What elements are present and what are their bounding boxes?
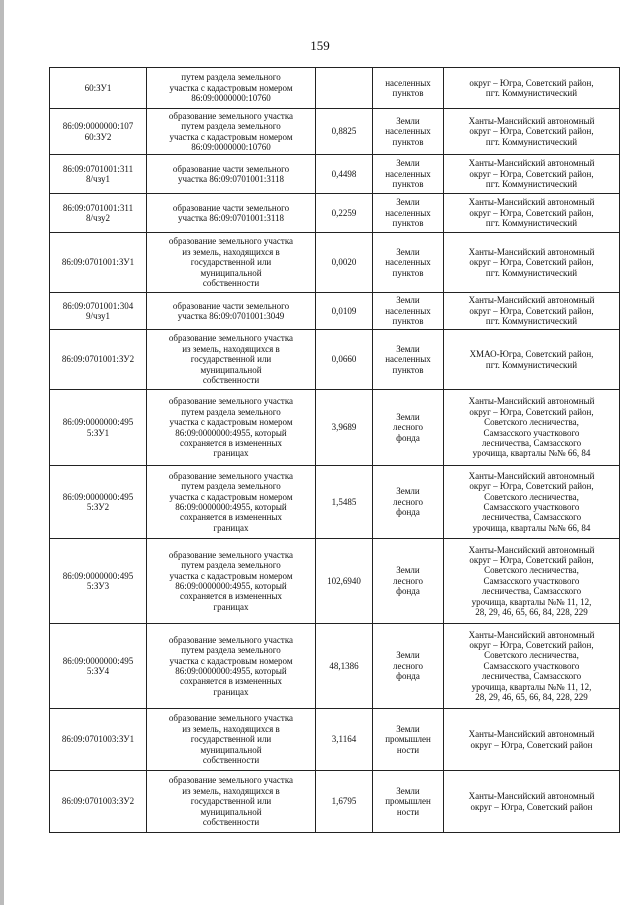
location-line: пгт. Коммунистический [485,218,578,229]
location-line: округ – Югра, Советский район, [469,481,594,492]
land-category-line: населенных [385,168,431,179]
description-line: участка с кадастровым номером [169,491,293,502]
location-cell [444,539,620,624]
land-category-cell [373,624,444,709]
description-line: собственности [202,375,260,386]
land-category-line: населенных [385,257,431,268]
area-cell: 0,4498 [316,155,373,194]
land-category-line: населенных [385,305,431,316]
description-line: участка с кадастровым номером [169,655,293,666]
location-cell [444,624,620,709]
land-category-line: Земли [396,486,420,497]
description-cell [147,390,316,466]
location-cell [444,233,620,293]
land-category-line: фонда [396,432,420,443]
location-line: Ханты-Мансийский автономный [468,197,595,208]
location-line: Ханты-Мансийский автономный [468,115,595,126]
land-category-cell [373,155,444,194]
location-line: округ – Югра, Советский район, [469,305,594,316]
description-line: участка с кадастровым номером [169,417,293,428]
description-cell [147,68,316,109]
location-line: 28, 29, 46, 65, 66, 84, 228, 229 [475,692,588,703]
description-line: 86:09:0000000:4955, который [175,502,287,512]
land-category-line: ности [396,806,420,817]
description-line: 86:09:0000000:10760 [191,93,271,104]
description-line: государственной или [190,796,272,807]
cadastral-number-line: 86:09:0000000:495 [62,491,134,502]
area-cell: 1,6795 [316,771,373,833]
cadastral-number-line: 86:09:0000000:107 [62,121,134,132]
description-line: муниципальной [200,267,262,278]
land-category-line: фонда [396,507,420,518]
location-line: ХМАО-Югра, Советский район, [469,349,594,360]
description-line: границах [213,601,249,612]
cadastral-number-line: 86:09:0701001:311 [62,163,134,174]
land-category-line: пунктов [392,179,424,190]
land-category-line: ности [396,744,420,755]
location-line: Советского лесничества, [484,650,579,661]
page-number: 159 [310,38,330,53]
description-line: 86:09:0000000:10760 [191,141,271,152]
cadastral-number-cell [50,109,147,155]
description-line: путем раздела земельного [181,560,281,571]
description-line: путем раздела земельного [181,121,281,132]
description-line: муниципальной [200,364,262,375]
land-category-line: Земли [396,343,420,354]
land-category-line: населенных [385,77,431,88]
description-line: образование части земельного [172,202,290,213]
description-line: образование земельного участка [168,713,294,724]
table-row [50,155,620,194]
land-category-line: пунктов [392,267,424,278]
location-line: Ханты-Мансийский автономный [468,396,595,407]
land-category-line: пунктов [392,218,424,229]
land-category-line: населенных [385,126,431,137]
description-line: путем раздела земельного [181,645,281,656]
land-category-line: промышлен [385,796,431,807]
location-line: округ – Югра, Советский район [470,801,593,812]
location-cell [444,709,620,771]
land-category-cell [373,466,444,539]
description-line: участка с кадастровым номером [169,82,293,93]
description-line: собственности [202,817,260,828]
cadastral-number-line: 5:ЗУ3 [86,581,110,591]
description-line: сохраняется в измененных [179,591,283,602]
location-line: округ – Югра, Советский район, [469,257,594,268]
description-line: муниципальной [200,744,262,755]
cadastral-number-line: 60:ЗУ1 [84,82,112,93]
cadastral-number-cell [50,709,147,771]
cadastral-number-line: 86:09:0701003:ЗУ1 [61,734,135,745]
location-line: лесничества, Самзасского [481,671,582,682]
cadastral-number-cell [50,194,147,233]
cadastral-number-line: 86:09:0701001:ЗУ2 [61,354,135,365]
table-row [50,109,620,155]
location-line: округ – Югра, Советский район, [469,207,594,218]
description-cell [147,330,316,390]
description-line: образование части земельного [172,300,290,311]
location-line: Ханты-Мансийский автономный [468,729,595,740]
cadastral-number-cell [50,771,147,833]
location-cell [444,68,620,109]
description-cell [147,466,316,539]
land-category-line: Земли [396,723,420,734]
location-line: округ – Югра, Советский район, [469,639,594,650]
location-line: Самзасского участкового [483,427,580,438]
location-line: Ханты-Мансийский автономный [468,791,595,802]
land-category-line: Земли [396,295,420,306]
location-line: Ханты-Мансийский автономный [468,629,595,640]
description-line: участка 86:09:0701001:3049 [177,311,285,321]
cadastral-number-cell [50,155,147,194]
location-line: урочища, кварталы №№ 66, 84 [472,522,591,533]
area-cell: 48,1386 [316,624,373,709]
description-line: образование земельного участка [168,549,294,560]
description-line: государственной или [190,257,272,268]
land-category-cell [373,194,444,233]
location-line: Ханты-Мансийский автономный [468,544,595,555]
land-category-line: Земли [396,650,420,661]
location-line: Ханты-Мансийский автономный [468,246,595,257]
table-row [50,68,620,109]
land-category-cell [373,330,444,390]
description-line: путем раздела земельного [181,406,281,417]
land-category-cell [373,68,444,109]
location-line: Советского лесничества, [484,417,579,428]
location-line: Ханты-Мансийский автономный [468,158,595,169]
cadastral-number-cell [50,293,147,330]
location-line: Советского лесничества, [484,491,579,502]
land-category-line: Земли [396,246,420,257]
location-line: пгт. Коммунистический [485,88,578,98]
land-category-line: лесного [393,575,423,586]
cadastral-number-line: 86:09:0701001:311 [62,202,134,213]
cadastral-number-line: 86:09:0000000:495 [62,570,134,581]
cadastral-number-line: 60:ЗУ2 [84,131,112,142]
location-line: округ – Югра, Советский район [470,739,593,750]
location-line: Самзасского участкового [483,660,580,671]
description-line: границах [213,522,249,533]
location-line: округ – Югра, Советский район, [469,406,594,417]
cadastral-number-cell [50,624,147,709]
cadastral-number-line: 5:ЗУ2 [86,502,110,512]
land-category-cell [373,539,444,624]
description-line: 86:09:0000000:4955, который [175,427,287,438]
location-line: Советского лесничества, [484,565,579,576]
description-line: участка 86:09:0701001:3118 [177,174,285,184]
land-category-line: населенных [385,207,431,218]
description-cell [147,709,316,771]
area-cell: 102,6940 [316,539,373,624]
cadastral-number-line: 86:09:0701001:304 [62,300,134,311]
land-category-line: фонда [396,586,420,597]
land-category-line: Земли [396,785,420,796]
location-line: пгт. Коммунистический [485,136,578,147]
cadastral-number-line: 5:ЗУ1 [86,427,110,438]
table-row [50,624,620,709]
land-category-line: населенных [385,354,431,365]
location-line: Ханты-Мансийский автономный [468,295,595,306]
table-row [50,390,620,466]
location-cell [444,390,620,466]
cadastral-number-line: 5:ЗУ4 [86,666,110,676]
area-cell: 3,1164 [316,709,373,771]
cadastral-number-line: 8/чзу1 [86,174,110,184]
description-line: из земель, находящихся в [182,785,280,796]
area-cell: 0,8825 [316,109,373,155]
description-line: государственной или [190,354,272,365]
location-line: округ – Югра, Советский район, [469,168,594,179]
description-cell [147,155,316,194]
land-plot-table [49,67,620,833]
cadastral-number-line: 86:09:0701001:ЗУ1 [61,257,135,268]
description-line: границах [213,686,249,697]
area-cell [316,68,373,109]
land-category-cell [373,233,444,293]
cadastral-number-line: 86:09:0701003:ЗУ2 [61,796,135,807]
description-line: образование земельного участка [168,396,294,407]
location-line: лесничества, Самзасского [481,437,582,448]
description-cell [147,624,316,709]
location-line: лесничества, Самзасского [481,512,582,523]
description-line: участка 86:09:0701001:3118 [177,213,285,223]
description-line: собственности [202,755,260,766]
land-category-line: Земли [396,411,420,422]
area-cell: 0,0660 [316,330,373,390]
location-cell [444,194,620,233]
description-cell [147,194,316,233]
table-row [50,539,620,624]
description-line: сохраняется в измененных [179,437,283,448]
land-category-line: лесного [393,422,423,433]
land-category-cell [373,709,444,771]
cadastral-number-line: 9/чзу1 [86,311,110,321]
land-category-line: Земли [396,565,420,576]
cadastral-number-cell [50,466,147,539]
table-row [50,709,620,771]
location-line: пгт. Коммунистический [485,316,578,327]
cadastral-number-line: 86:09:0000000:495 [62,655,134,666]
cadastral-number-cell [50,330,147,390]
description-line: образование земельного участка [168,775,294,786]
location-line: урочища, кварталы №№ 66, 84 [472,448,591,459]
table-row [50,293,620,330]
location-line: Самзасского участкового [483,575,580,586]
description-line: образование части земельного [172,163,290,174]
table-row [50,771,620,833]
area-cell: 0,0020 [316,233,373,293]
location-cell [444,330,620,390]
description-line: собственности [202,278,260,289]
description-cell [147,293,316,330]
location-line: Ханты-Мансийский автономный [468,470,595,481]
description-line: сохраняется в измененных [179,676,283,687]
location-cell [444,466,620,539]
description-cell [147,771,316,833]
location-cell [444,155,620,194]
location-line: урочища, кварталы №№ 11, 12, [471,681,592,692]
description-line: государственной или [190,734,272,745]
location-cell [444,771,620,833]
land-category-line: фонда [396,671,420,682]
table-row [50,330,620,390]
land-category-line: пунктов [392,136,424,147]
land-category-line: лесного [393,660,423,671]
location-line: округ – Югра, Советский район, [469,77,594,88]
description-cell [147,233,316,293]
location-line: лесничества, Самзасского [481,586,582,597]
cadastral-number-cell [50,233,147,293]
location-line: урочища, кварталы №№ 11, 12, [471,596,592,607]
description-line: образование земельного участка [168,236,294,247]
description-line: образование земельного участка [168,634,294,645]
description-cell [147,109,316,155]
land-category-line: лесного [393,496,423,507]
land-category-cell [373,771,444,833]
cadastral-number-line: 86:09:0000000:495 [62,417,134,428]
land-category-line: Земли [396,115,420,126]
location-line: округ – Югра, Советский район, [469,126,594,137]
area-cell: 0,2259 [316,194,373,233]
description-line: путем раздела земельного [181,72,281,83]
description-line: из земель, находящихся в [182,343,280,354]
description-line: участка с кадастровым номером [169,131,293,142]
land-category-cell [373,109,444,155]
area-cell: 3,9689 [316,390,373,466]
description-line: 86:09:0000000:4955, который [175,581,287,591]
location-cell [444,293,620,330]
description-cell [147,539,316,624]
land-category-line: пунктов [392,364,424,375]
table-row [50,466,620,539]
land-category-cell [373,390,444,466]
description-line: сохраняется в измененных [179,512,283,523]
location-line: пгт. Коммунистический [485,179,578,190]
land-category-cell [373,293,444,330]
description-line: из земель, находящихся в [182,246,280,257]
table-row [50,233,620,293]
land-category-line: Земли [396,158,420,169]
location-line: пгт. Коммунистический [485,359,578,370]
land-category-line: Земли [396,197,420,208]
description-line: муниципальной [200,806,262,817]
cadastral-number-cell [50,68,147,109]
description-line: образование земельного участка [168,110,294,121]
location-line: округ – Югра, Советский район, [469,554,594,565]
description-line: путем раздела земельного [181,481,281,492]
page-edge-shadow [0,0,4,905]
table-body [50,68,620,833]
table-row [50,194,620,233]
land-category-line: пунктов [392,88,424,98]
area-cell: 1,5485 [316,466,373,539]
location-line: 28, 29, 46, 65, 66, 84, 228, 229 [475,607,588,618]
area-cell: 0,0109 [316,293,373,330]
description-line: границах [213,448,249,459]
land-category-line: промышлен [385,734,431,745]
cadastral-number-cell [50,539,147,624]
description-line: образование земельного участка [168,470,294,481]
location-cell [444,109,620,155]
cadastral-number-line: 8/чзу2 [86,213,110,223]
cadastral-number-cell [50,390,147,466]
location-line: пгт. Коммунистический [485,267,578,278]
description-line: образование земельного участка [168,333,294,344]
description-line: из земель, находящихся в [182,723,280,734]
location-line: Самзасского участкового [483,502,580,512]
land-category-line: пунктов [392,316,424,327]
description-line: 86:09:0000000:4955, который [175,666,287,676]
description-line: участка с кадастровым номером [169,570,293,581]
